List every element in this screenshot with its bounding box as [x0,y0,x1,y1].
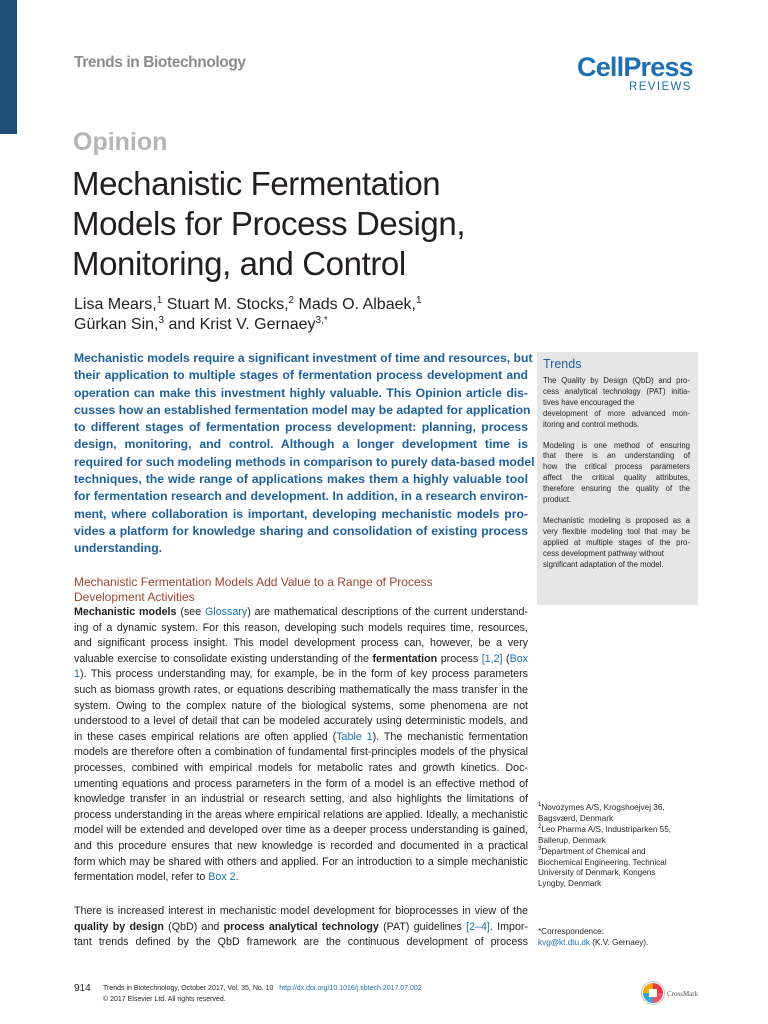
body-line [74,920,528,936]
crossmark-icon [640,980,710,1006]
svg-text:CrossMark: CrossMark [667,990,699,998]
affiliation-line [538,858,698,869]
reference-link[interactable]: Glossary [205,606,248,618]
affiliation-line [538,836,698,847]
body-text-run: processes, combined with empirical models for metabolic rates and growth kinetics. Doc- [74,761,528,774]
body-line [74,699,528,715]
body-text-run: in these cases empirical relations are often applied ( [74,730,337,743]
trends-line: Mechanistic modeling is proposed as a [543,515,690,525]
abstract-line: understanding. [74,541,163,556]
trends-paragraph [543,376,690,431]
body-text-run: and significant process insight. This model development process can, however, be a very [74,637,528,650]
correspondence [538,926,648,948]
body-text-run: ( [502,652,510,665]
author-affil-ref: 2 [288,295,295,306]
body-line [74,761,528,777]
author-line [74,315,422,335]
abstract-line: their application to multiple stages of fermentation process development and [74,368,528,383]
affiliation-number: 3 [538,845,542,852]
author-name: Gürkan Sin, [74,316,159,333]
body-line [74,621,528,637]
body-text-run: and this procedure ensures that new knowledge is recorded and documented in a practical [74,839,528,852]
reference-link[interactable]: Box [509,652,528,665]
affiliation-text: Biochemical Engineering, Technical [538,857,667,867]
correspondence-email-link[interactable]: kvg@kt.dtu.dk [538,938,590,947]
body-line [74,839,528,855]
author-affil-ref: 1 [156,295,163,306]
trends-line: Modeling is one method of ensuring [543,440,690,450]
affiliation-number: 2 [538,823,542,830]
author-line [74,295,422,315]
trends-line: cess development pathway without [543,548,664,558]
body-line [74,683,528,699]
body-text-run: valuable exercise to consolidate existing understanding of the [74,652,373,665]
trends-line: very flexible modeling tool that may be [543,526,690,536]
header-accent-bar [0,0,17,134]
abstract-line: for fermentation research and development. In addition, in a research environ- [74,489,528,504]
author-name: and Krist V. Gernaey [164,316,316,333]
page-number: 914 [74,983,91,994]
citation-text: Trends in Biotechnology, October 2017, Vol. 35, No. 10 [103,985,274,992]
abstract-line: ment, where collaboration is important, developing mechanistic models pro- [74,506,528,521]
journal-name: Trends in Biotechnology [74,54,246,71]
abstract [74,350,535,558]
body-text-run: . Impor- [489,920,529,933]
trends-line: how the critical process parameters [543,462,690,472]
affiliation-line [538,868,698,879]
affiliation-line [538,847,698,858]
abstract-line: required for such modeling methods in comparison to purely data-based model [74,454,535,469]
author-affil-ref: 3,* [315,315,328,326]
affiliation-line [538,803,698,814]
body-text-run: system. Owing to the complex nature of the biological systems, some phenomena are not [74,699,528,712]
body-line [74,808,528,824]
body-line [74,823,528,839]
affiliation-text: Department of Chemical and [541,846,646,856]
doi-link[interactable]: http://dx.doi.org/10.1016/j.tibtech.2017.07.002 [279,985,422,992]
affiliation-text: Leo Pharma A/S, Industriparken 55, [541,824,672,834]
author-name: Lisa Mears, [74,296,157,313]
affiliation-text: Novozymes A/S, Krogshoejvej 36, [541,803,665,812]
reference-link[interactable]: [1,2] [481,652,503,665]
affiliation-text: Ballerup, Denmark [538,835,606,845]
trends-line: tives have encouraged the [543,397,635,407]
reference-link[interactable]: [2–4] [466,920,490,933]
body-line [74,667,528,683]
body-line [74,605,528,621]
article-title [72,164,542,284]
correspondence-name: (K.V. Gernaey). [590,938,649,947]
affiliation-text: Bagsværd, Denmark [538,813,614,823]
body-line [74,870,528,886]
body-text-run: There is increased interest in mechanistic model development for bioprocesses in view of the [74,905,528,917]
body-line [74,904,528,920]
copyright: © 2017 Elsevier Ltd. All rights reserved. [103,996,226,1003]
body-text-run: ) are mathematical descriptions of the current understand- [247,606,528,618]
body-text-run: such as biomass growth rates, or equations describing mathematically the mass transfer in the [74,683,528,696]
body-text-run: umenting equations and process parameters in the form of a model is an effective method of [74,777,528,790]
abstract-line: Mechanistic models require a significant investment of time and resources, but [74,351,533,365]
abstract-line: techniques, the wide range of applications makes them a highly valuable tool [74,472,528,487]
body-line [74,777,528,793]
body-text-run: (see [176,606,206,618]
correspondence-label: *Correspondence: [538,927,604,936]
glossary-term: Mechanistic models [74,606,177,618]
reference-link[interactable]: Table 1 [336,730,373,743]
footer-citation [103,985,422,992]
trends-line: that there is an understanding of [543,451,690,461]
trends-paragraph [543,441,690,506]
publisher-logo: CellPress [577,52,693,82]
trends-line: applied at multiple stages of the pro- [543,537,690,547]
body-text-run: ). This process understanding may, for example, be in the form of key process parameters [79,668,528,681]
body-line [74,745,528,761]
trends-line: development of more advanced mon- [543,408,690,418]
body-paragraph-2 [74,904,528,951]
title-line: Monitoring, and Control [72,245,406,282]
body-text-run: (QbD) and [163,920,224,933]
body-line [74,636,528,652]
section-heading [74,575,433,605]
trends-line: The Quality by Design (QbD) and pro- [543,376,690,385]
body-text-run: form which may be shared with others and applied. For an introduction to a simple mechanistic [74,855,528,868]
affiliation-text: University of Denmark, Kongens [538,868,656,878]
title-line: Mechanistic Fermentation [72,165,441,202]
body-line [74,935,528,951]
author-name: Stuart M. Stocks, [162,296,289,313]
trends-line: significant adaptation of the model. [543,559,664,569]
body-line [74,714,528,730]
affiliation-line [538,825,698,836]
affiliation-line [538,814,698,825]
trends-paragraph [543,516,690,571]
publisher-sublabel: REVIEWS [629,81,692,93]
trends-text [543,376,690,581]
trends-line: affect the critical quality attributes, [543,473,690,483]
abstract-line: vides a platform for knowledge sharing and consolidation of existing process [74,523,528,538]
crossmark-logo[interactable] [640,980,710,1006]
glossary-term: process analytical technology [223,920,379,933]
abstract-line: cusses how an established fermentation model may be adapted for application [74,402,531,417]
affiliation-line [538,879,698,890]
affiliation-number: 1 [538,802,542,808]
trends-title: Trends [543,357,582,371]
affiliations [538,803,698,890]
title-line: Models for Process Design, [72,205,466,242]
body-line [74,855,528,871]
body-text-run: (PAT) guidelines [378,920,467,933]
body-text-run: . [235,871,239,884]
body-text-run: model will be extended and developed over time as a deeper process understanding is gained, [74,824,528,837]
reference-link[interactable]: 1 [74,668,80,681]
author-affil-ref: 3 [158,315,165,326]
body-line [74,652,528,668]
trends-line: cess analytical technology (PAT) initia- [543,386,690,396]
body-text-run: models are therefore often a combination of fundamental first-principles models of the physical [74,746,528,759]
glossary-term: fermentation [372,652,438,665]
body-text-run: ing of a dynamic system. For this reason, developing such models requires time, resources, [74,621,528,634]
body-line [74,730,528,746]
body-text-run: fermentation model, refer to [74,871,209,884]
section-heading-line: Mechanistic Fermentation Models Add Value to a Range of Process [74,575,433,589]
body-text-run: knowledge transfer in an industrial or research setting, and also highlights the limitations of [74,793,528,806]
reference-link[interactable]: Box 2 [208,871,236,884]
trends-line: product. [543,495,572,505]
affiliation-text: Lyngby, Denmark [538,879,602,889]
abstract-line: to different stages of fermentation process development: planning, process [74,420,528,435]
body-text-run: understood to a level of detail that can be modeled accurately using deterministic models, and [74,715,528,728]
abstract-line: design, monitoring, and control. Although a longer development time is [74,437,528,452]
trends-line: therefore ensuring the quality of the [543,484,690,494]
body-text-run: ). The mechanistic fermentation [372,730,528,743]
trends-line: itoring and control methods. [543,419,640,429]
section-heading-line: Development Activities [74,590,195,604]
author-affil-ref: 1 [415,295,422,306]
author-name: Mads O. Albaek, [294,296,416,313]
body-line [74,792,528,808]
article-type: Opinion [73,128,168,156]
body-text-run: process understanding in the areas where empirical relations are applied. Ideally, a mechanistic [74,808,528,821]
body-paragraph [74,605,528,886]
abstract-line: operation can make this investment highly valuable. This Opinion article dis- [74,385,528,400]
body-text-run: tant trends defined by the QbD framework are the continuous development of process [74,936,528,949]
author-list [74,295,422,335]
body-text-run: process [437,652,482,665]
glossary-term: quality by design [74,920,164,933]
